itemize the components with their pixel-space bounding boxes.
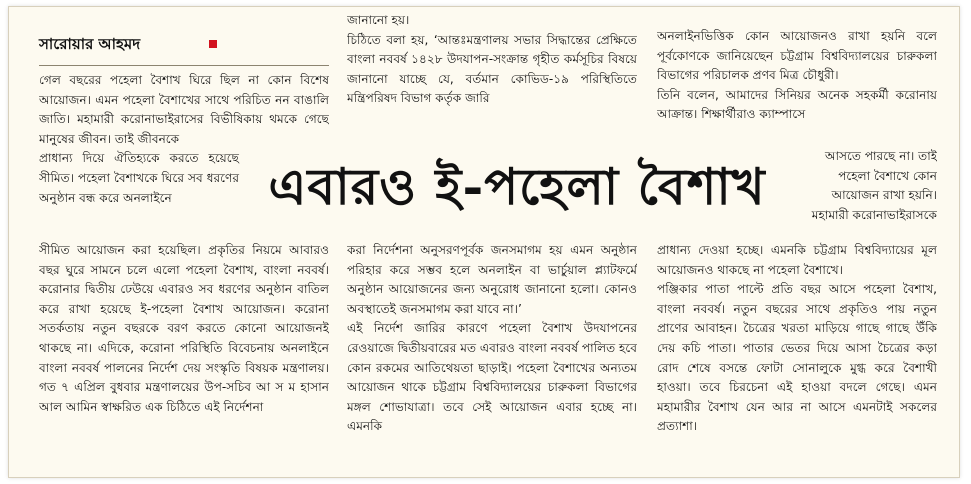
column-middle-top <box>347 11 637 141</box>
paragraph: প্রাধান্য দেওয়া হচ্ছে। এমনকি চট্টগ্রাম বিশ্ববিদ্যায়ের মূল আয়োজনও থাকছে না পহেলা বৈশাখে। <box>657 243 937 277</box>
paragraph: জানানো হয়। <box>347 13 410 27</box>
paragraph: করা নির্দেশনা অনুসরণপূর্বক জনসমাগম হয় এমন অনুষ্ঠান পরিহার করে সম্ভব হলে অনলাইন বা ভার্চুয়াল প্ল্যাটফর্মে অনুষ্ঠান আয়োজনের জন্য অনুরোধ জানানো হলো। কোনও অবস্থাতেই জনসমাগম করা যাবে না।’ <box>347 243 637 316</box>
paragraph: পঞ্জিকার পাতা পাল্টে প্রতি বছর আসে পহেলা বৈশাখ, বাংলা নববর্ষ। নতুন বছরের সাথে প্রকৃতিও পায় নতুন প্রাণের আবাহন। চৈত্রের খরতা মাড়িয়ে গাছে গাছে উঁকি দেয় কচি পাতা। পাতার ভেতর দিয়ে আসা চৈত্রের কড়া রোদ শেষে বসন্তে ফোটা সোনালুকে মুগ্ধ করে বৈশাখী হাওয়া। তবে চিরচেনা এই হাওয়া বদলে গেছে। এমন মহামারীর বৈশাখ যেন আর না আসে এমনটাই সকলের প্রত্যাশা। <box>657 282 937 434</box>
column-right-side <box>799 147 937 227</box>
paragraph: এই নির্দেশ জারির কারণে পহেলা বৈশাখ উদযাপনের রেওয়াজে দ্বিতীয়বারের মত এবারও বাংলা নববর্ষ পালিত হবে কোন রকমের আতিথেয়তা ছাড়াই। পহেলা বৈশাখের অন্যতম আয়োজন থাকে চট্টগ্রাম বিশ্ববিদ্যালয়ের চারুকলা বিভাগের মঙ্গল শোভাযাত্রা। তবে সেই আয়োজন এবার হচ্ছে না। এমনকি <box>347 321 637 434</box>
paragraph: প্রাধান্য দিয়ে ঐতিহ্যকে করতে হয়েছে সীমিত। পহেলা বৈশাখকে ঘিরে সব ধরণের অনুষ্ঠান বন্ধ করে অনলাইনে <box>39 151 239 205</box>
paragraph: আসতে পারছে না। তাই পহেলা বৈশাখে কোন আয়োজন রাখা হয়নি। মহামারী করোনাভাইরাসকে <box>811 149 937 222</box>
byline-marker-icon <box>209 40 217 48</box>
paragraph: তিনি বলেন, আমাদের সিনিয়র অনেক সহকর্মী করোনায় আক্রান্ত। শিক্ষার্থীরাও ক্যাম্পাসে <box>657 87 937 122</box>
paragraph: সীমিত আয়োজন করা হয়েছিল। প্রকৃতির নিয়মে আবারও বছর ঘুরে সামনে চলে এলো পহেলা বৈশাখ, বাংলা নববর্ষ। করোনার দ্বিতীয় ঢেউয়ে এবারও সব ধরণের অনুষ্ঠান বাতিল করে রাখা হয়েছে ই-পহেলা বৈশাখ আয়োজন। করোনা সতর্কতায় নতুন বছরকে বরণ করতে কোনো আয়োজনই থাকছে না। এদিকে, করোনা পরিস্থিতি বিবেচনায় অনলাইনে বাংলা নববর্ষ পালনের নির্দেশ দেয় সংস্কৃতি বিষয়ক মন্ত্রণালয়। গত ৭ এপ্রিল বুধবার মন্ত্রণালয়ের উপ-সচিব আ স ম হাসান আল আমিন স্বাক্ষরিত এক চিঠিতে এই নির্দেশনা <box>39 243 329 414</box>
column-middle-bottom <box>347 241 637 471</box>
byline: সারোয়ার আহমদ <box>39 35 141 53</box>
headline: এবারও ই-পহেলা বৈশাখ <box>247 149 787 225</box>
paragraph: অনলাইনভিত্তিক কোন আয়োজনও রাখা হয়নি বলে পূর্বকোণকে জানিয়েছেন চট্টগ্রাম বিশ্ববিদ্যালয়ের চারুকলা বিভাগের পরিচালক প্রণব মিত্র চৌধুরী। <box>657 29 937 83</box>
column-left-bottom <box>39 241 329 471</box>
paragraph: গেল বছরের পহেলা বৈশাখ ঘিরে ছিল না কোন বিশেষ আয়োজন। এমন পহেলা বৈশাখের সাথে পরিচিত নন বাঙালি জাতি। মহামারী করোনাভাইরাসের বিভীষিকায় থমকে গেছে মানুষের জীবন। তাই জীবনকে <box>39 73 329 146</box>
paragraph: চিঠিতে বলা হয়, ‘আন্তঃমন্ত্রণালয় সভার সিদ্ধান্তের প্রেক্ষিতে বাংলা নববর্ষ ১৪২৮ উদযাপন-সংক্রান্ত গৃহীত কর্মসূচির বিষয়ে জানানো যাচ্ছে যে, বর্তমান কোভিড-১৯ পরিস্থিতিতে মন্ত্রিপরিষদ বিভাগ কর্তৃক জারি <box>347 32 637 106</box>
column-right-bottom <box>657 241 937 471</box>
column-right-top <box>657 27 937 147</box>
newspaper-clipping <box>8 6 960 478</box>
byline-divider <box>39 65 329 66</box>
